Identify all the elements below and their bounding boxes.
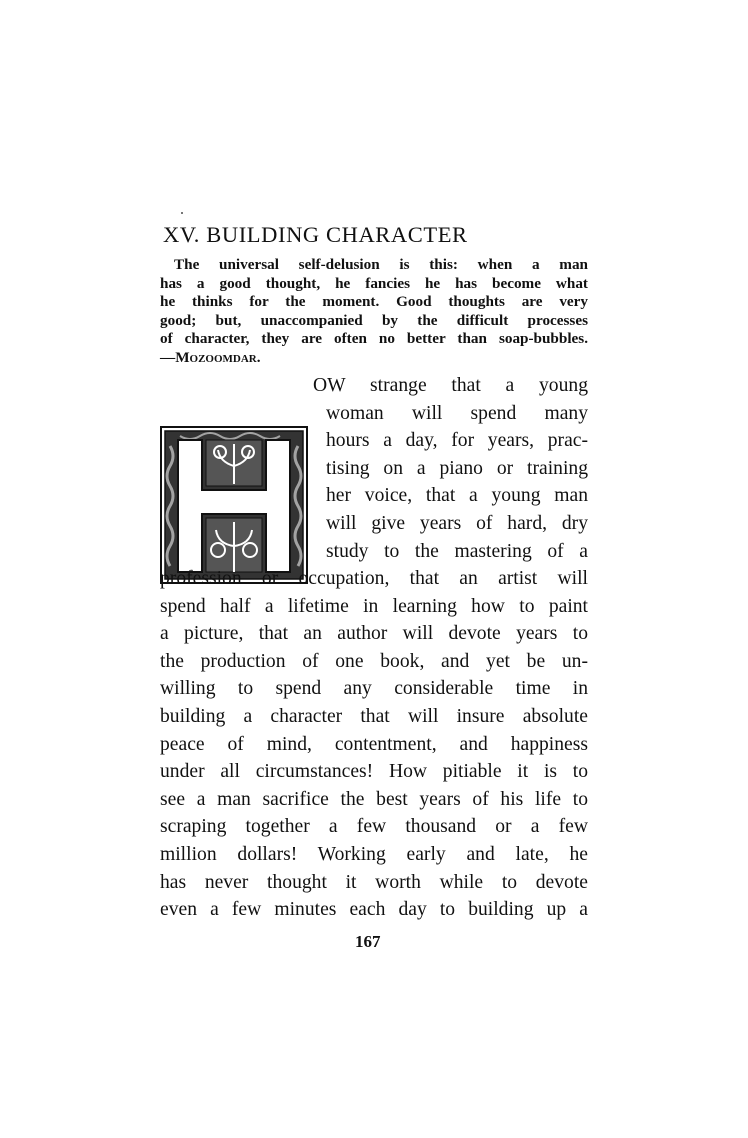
body-line: willing to spend any considerable time in (160, 678, 588, 700)
epigraph-line: of character, they are often no better than soap-bubbles. (160, 330, 588, 348)
body-line: profession or occupation, that an artist will (160, 568, 588, 589)
scan-speck (181, 212, 183, 214)
body-line: has never thought it worth while to devote (160, 871, 588, 893)
body-line: see a man sacrifice the best years of his life to (160, 788, 588, 810)
body-text-beside-cap (313, 372, 588, 565)
body-line: a picture, that an author will devote years to (160, 623, 588, 645)
body-line: million dollars! Working early and late, he (160, 843, 588, 865)
epigraph-line: has a good thought, he fancies he has become what (160, 274, 588, 292)
body-line: study to the mastering of a (326, 540, 588, 562)
epigraph-line: The universal self-delusion is this: when a man (174, 256, 588, 273)
epigraph-line: he thinks for the moment. Good thoughts are very (160, 293, 588, 311)
body-line: her voice, that a young man (326, 485, 588, 507)
body-line: the production of one book, and yet be un- (160, 650, 588, 672)
body-line: scraping together a few thousand or a few (160, 816, 588, 838)
body-line: building a character that will insure absolute (160, 705, 588, 727)
epigraph-line: good; but, unaccompanied by the difficult processes (160, 311, 588, 329)
body-line: peace of mind, contentment, and happiness (160, 733, 588, 755)
ornamental-drop-cap-h (160, 426, 308, 584)
epigraph (160, 256, 588, 368)
page-number: 167 (355, 932, 381, 951)
body-text (160, 565, 588, 924)
body-line: woman will spend many (326, 402, 588, 424)
body-line: spend half a lifetime in learning how to paint (160, 595, 588, 617)
epigraph-attribution: —Mozoomdar. (160, 348, 261, 366)
body-line: will give years of hard, dry (326, 512, 588, 534)
body-line: hours a day, for years, prac- (326, 430, 588, 452)
body-line: tising on a piano or training (326, 457, 588, 479)
body-line: OW strange that a young (313, 375, 588, 396)
body-line: even a few minutes each day to building up a (160, 899, 588, 921)
body-line: under all circumstances! How pitiable it is to (160, 761, 588, 783)
chapter-title: XV. BUILDING CHARACTER (163, 222, 468, 247)
